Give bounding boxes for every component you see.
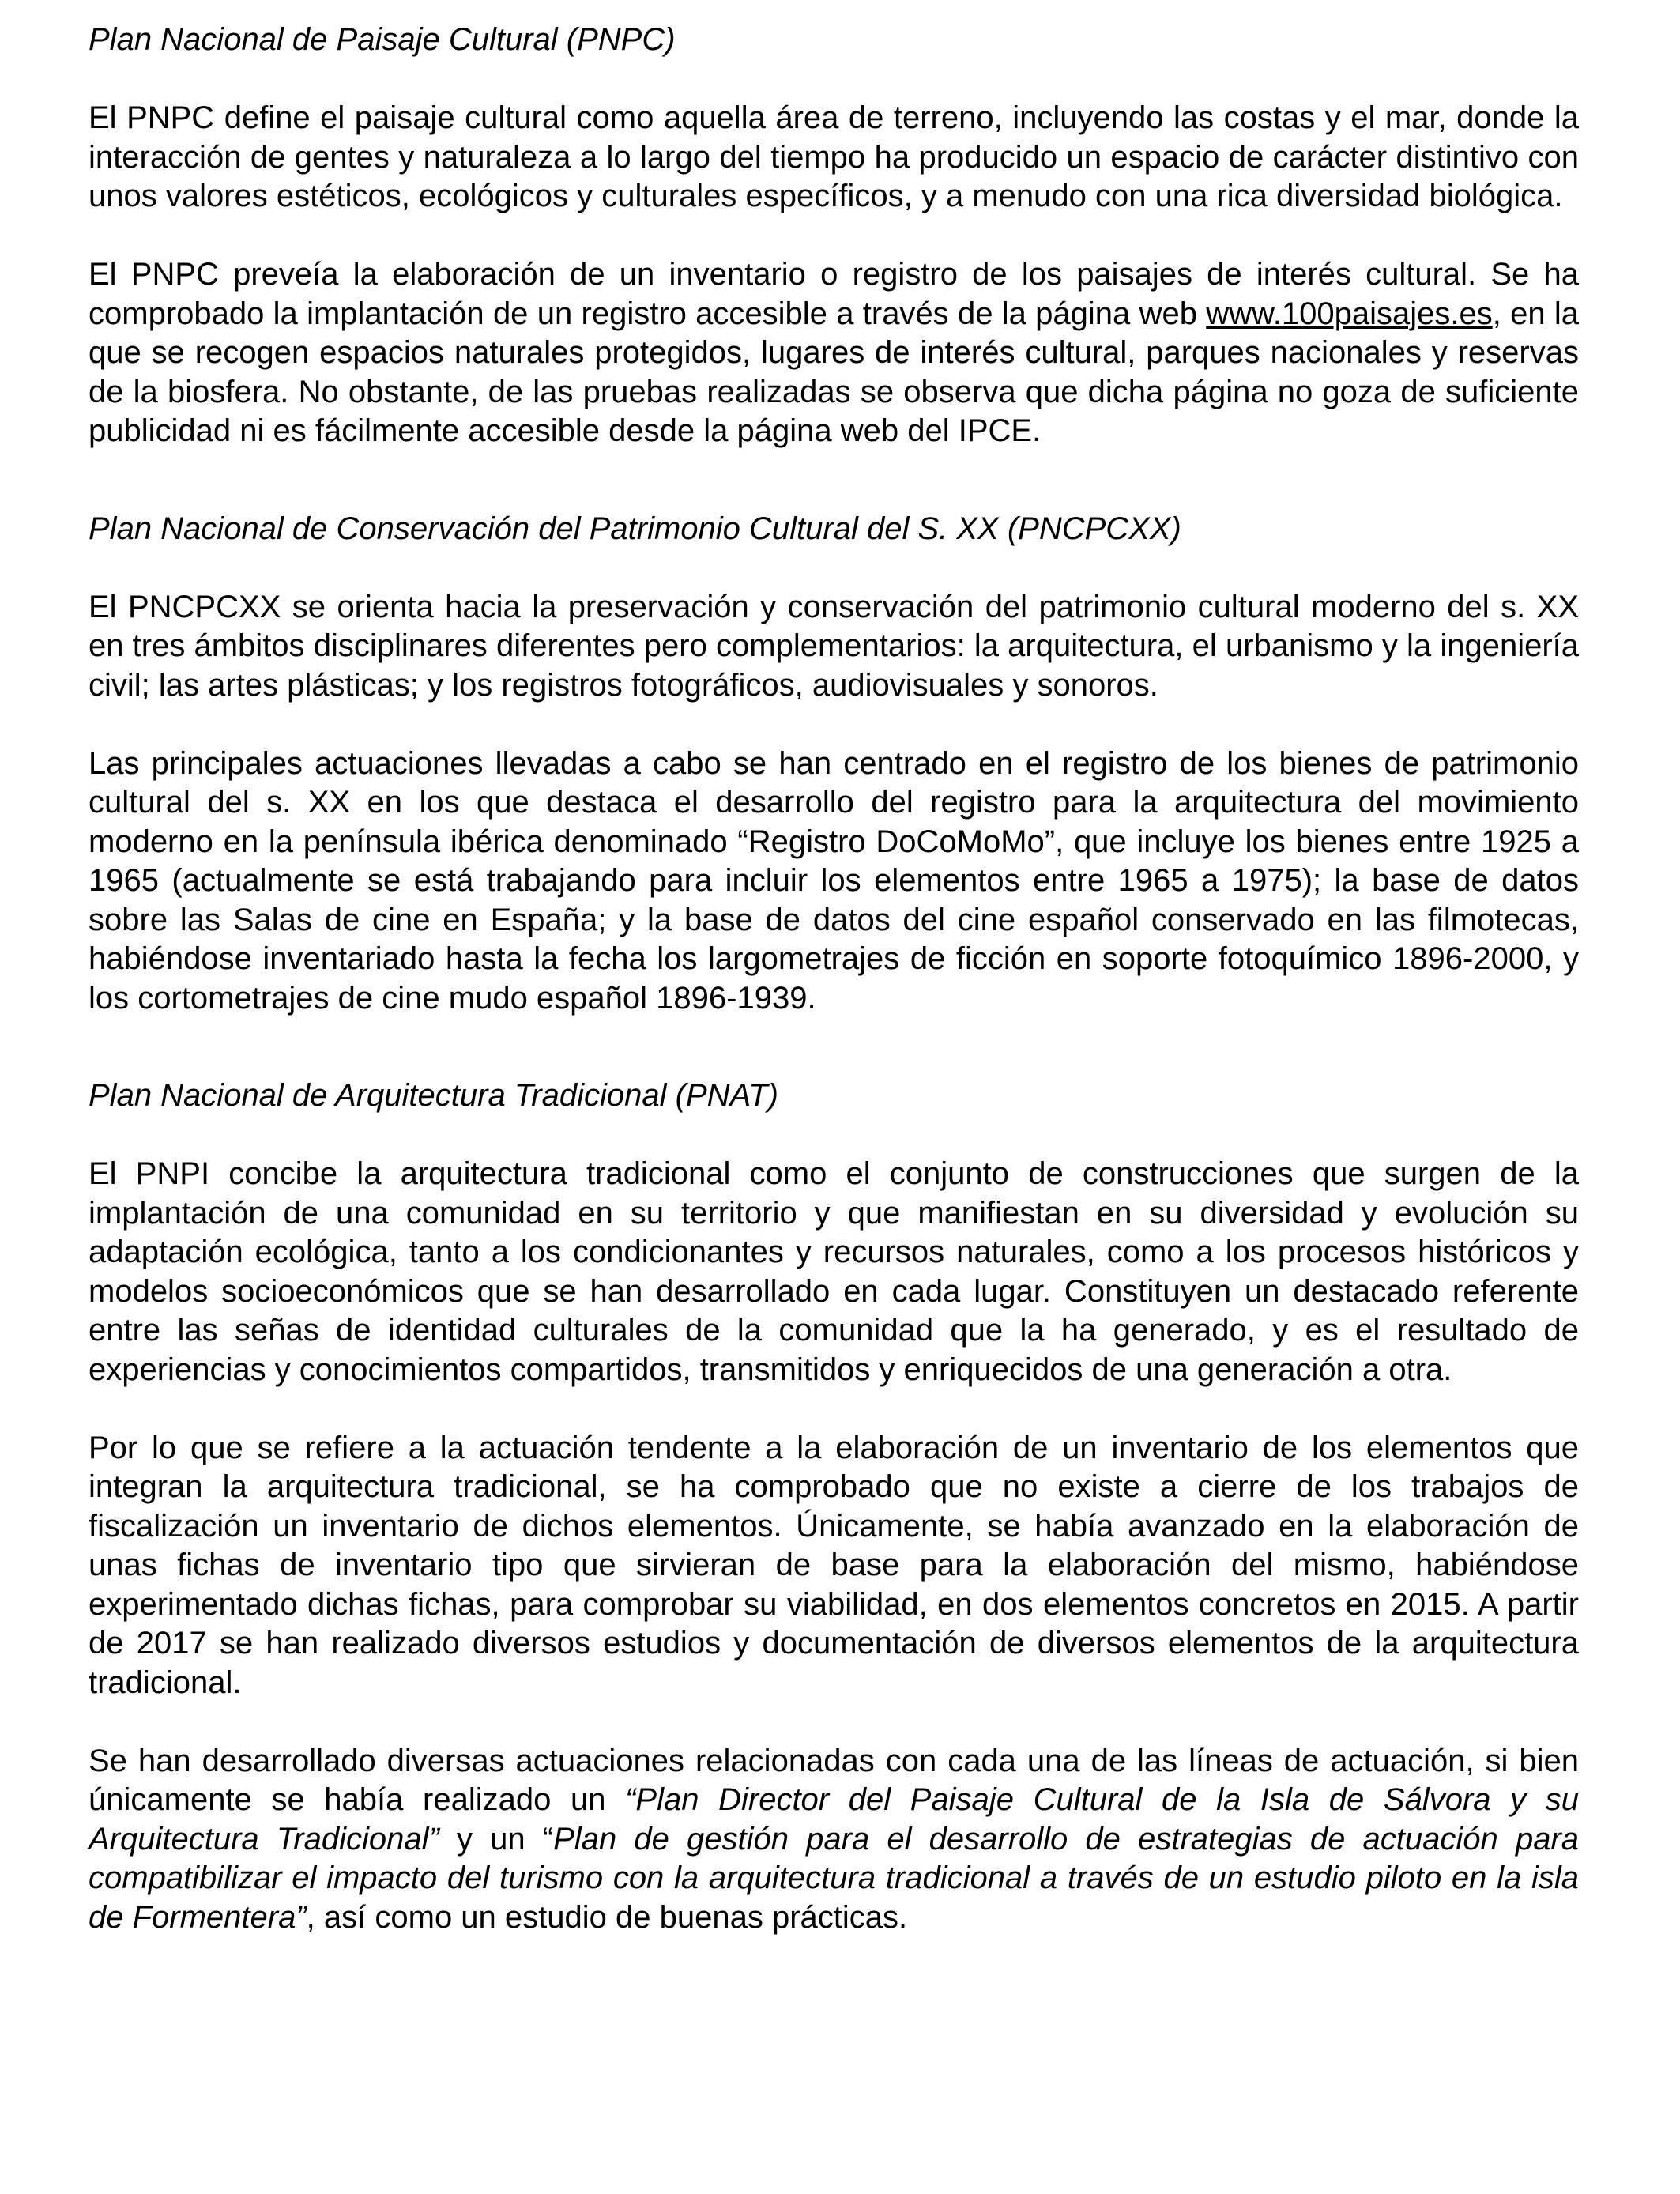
paragraph-pncpcxx-scope: El PNCPCXX se orienta hacia la preservación y conservación del patrimonio cultural moderno del s. XX en tres ámbitos disciplinares diferentes pero complementarios: la arquitectura, el urbanismo y la ingeniería civil; las artes plásticas; y los registros fotográficos, audiovisuales y sonoros.: [89, 589, 1579, 703]
italic-plan-title-salvora: “Plan Director del Paisaje Cultural de la Isla de Sálvora y su Arquitectura Tradicional”: [89, 1782, 1580, 1857]
section-title-pncpcxx: Plan Nacional de Conservación del Patrimonio Cultural del S. XX (PNCPCXX): [89, 511, 1181, 546]
section-title-pnpc: Plan Nacional de Paisaje Cultural (PNPC): [89, 22, 676, 57]
paragraph-pncpcxx-actions: Las principales actuaciones llevadas a cabo se han centrado en el registro de los bienes de patrimonio cultural del s. XX en los que destaca el desarrollo del registro para la arquitectura del movimiento moderno en la península ibérica denominado “Registro DoCoMoMo”, que incluye los bienes entre 1925 a 1965 (actualmente se está trabajando para incluir los elementos entre 1965 a 1975); la base de datos sobre las Salas de cine en España; y la base de datos del cine español conservado en las filmotecas, habiéndose inventariado hasta la fecha los largometrajes de ficción en soporte fotoquímico 1896-2000, y los cortometrajes de cine mudo español 1896-1939.: [89, 745, 1579, 1016]
paragraph-text: , así como un estudio de buenas prácticas.: [306, 1899, 908, 1935]
italic-plan-title-formentera: Plan de gestión para el desarrollo de estrategias de actuación para compatibilizar el impacto del turismo con la arquitectura tradicional a través de un estudio piloto en la isla de Formentera”: [89, 1821, 1580, 1935]
paragraph-pnat-inventory: Por lo que se refiere a la actuación tendente a la elaboración de un inventario de los elementos que integran la arquitectura tradicional, se ha comprobado que no existe a cierre de los trabajos de fiscalización un inventario de dichos elementos. Únicamente, se había avanzado en la elaboración de unas fichas de inventario tipo que sirvieran de base para la elaboración del mismo, habiéndose experimentado dichas fichas, para comprobar su viabilidad, en dos elementos concretos en 2015. A partir de 2017 se han realizado diversos estudios y documentación de diversos elementos de la arquitectura tradicional.: [89, 1430, 1579, 1700]
paragraph-text: El PNPC preveía la elaboración de un inventario o registro de los paisajes de interés cultural. Se ha comprobado la implantación de un registro accesible a través de la página web: [89, 257, 1579, 331]
paisajes-link[interactable]: www.100paisajes.es: [1206, 296, 1493, 331]
paragraph-text: Se han desarrollado diversas actuaciones relacionadas con cada una de las líneas de actuación, si bien únicamente se había realizado un: [89, 1743, 1579, 1817]
paragraph-text: y un “: [439, 1821, 554, 1857]
paragraph-pnpc-registry: [89, 255, 1579, 451]
paragraph-pnat-definition: El PNPI concibe la arquitectura tradicional como el conjunto de construcciones que surgen de la implantación de una comunidad en su territorio y que manifiestan en su diversidad y evolución su adaptación ecológica, tanto a los condicionantes y recursos naturales, como a los procesos históricos y modelos socioeconómicos que se han desarrollado en cada lugar. Constituyen un destacado referente entre las señas de identidad culturales de la comunidad que la ha generado, y es el resultado de experiencias y conocimientos compartidos, transmitidos y enriquecidos de una generación a otra.: [89, 1156, 1579, 1387]
paragraph-pnpc-definition: El PNPC define el paisaje cultural como aquella área de terreno, incluyendo las costas y el mar, donde la interacción de gentes y naturaleza a lo largo del tiempo ha producido un espacio de carácter distintivo con unos valores estéticos, ecológicos y culturales específicos, y a menudo con una rica diversidad biológica.: [89, 100, 1579, 213]
paragraph-text: , en la que se recogen espacios naturales protegidos, lugares de interés cultural, parques nacionales y reservas de la biosfera. No obstante, de las pruebas realizadas se observa que dicha página no goza de suficiente publicidad ni es fácilmente accesible desde la página web del IPCE.: [89, 296, 1580, 448]
paragraph-pnat-actions: [89, 1742, 1579, 1938]
section-title-pnat: Plan Nacional de Arquitectura Tradicional (PNAT): [89, 1078, 778, 1113]
document-page: [89, 21, 1579, 1937]
